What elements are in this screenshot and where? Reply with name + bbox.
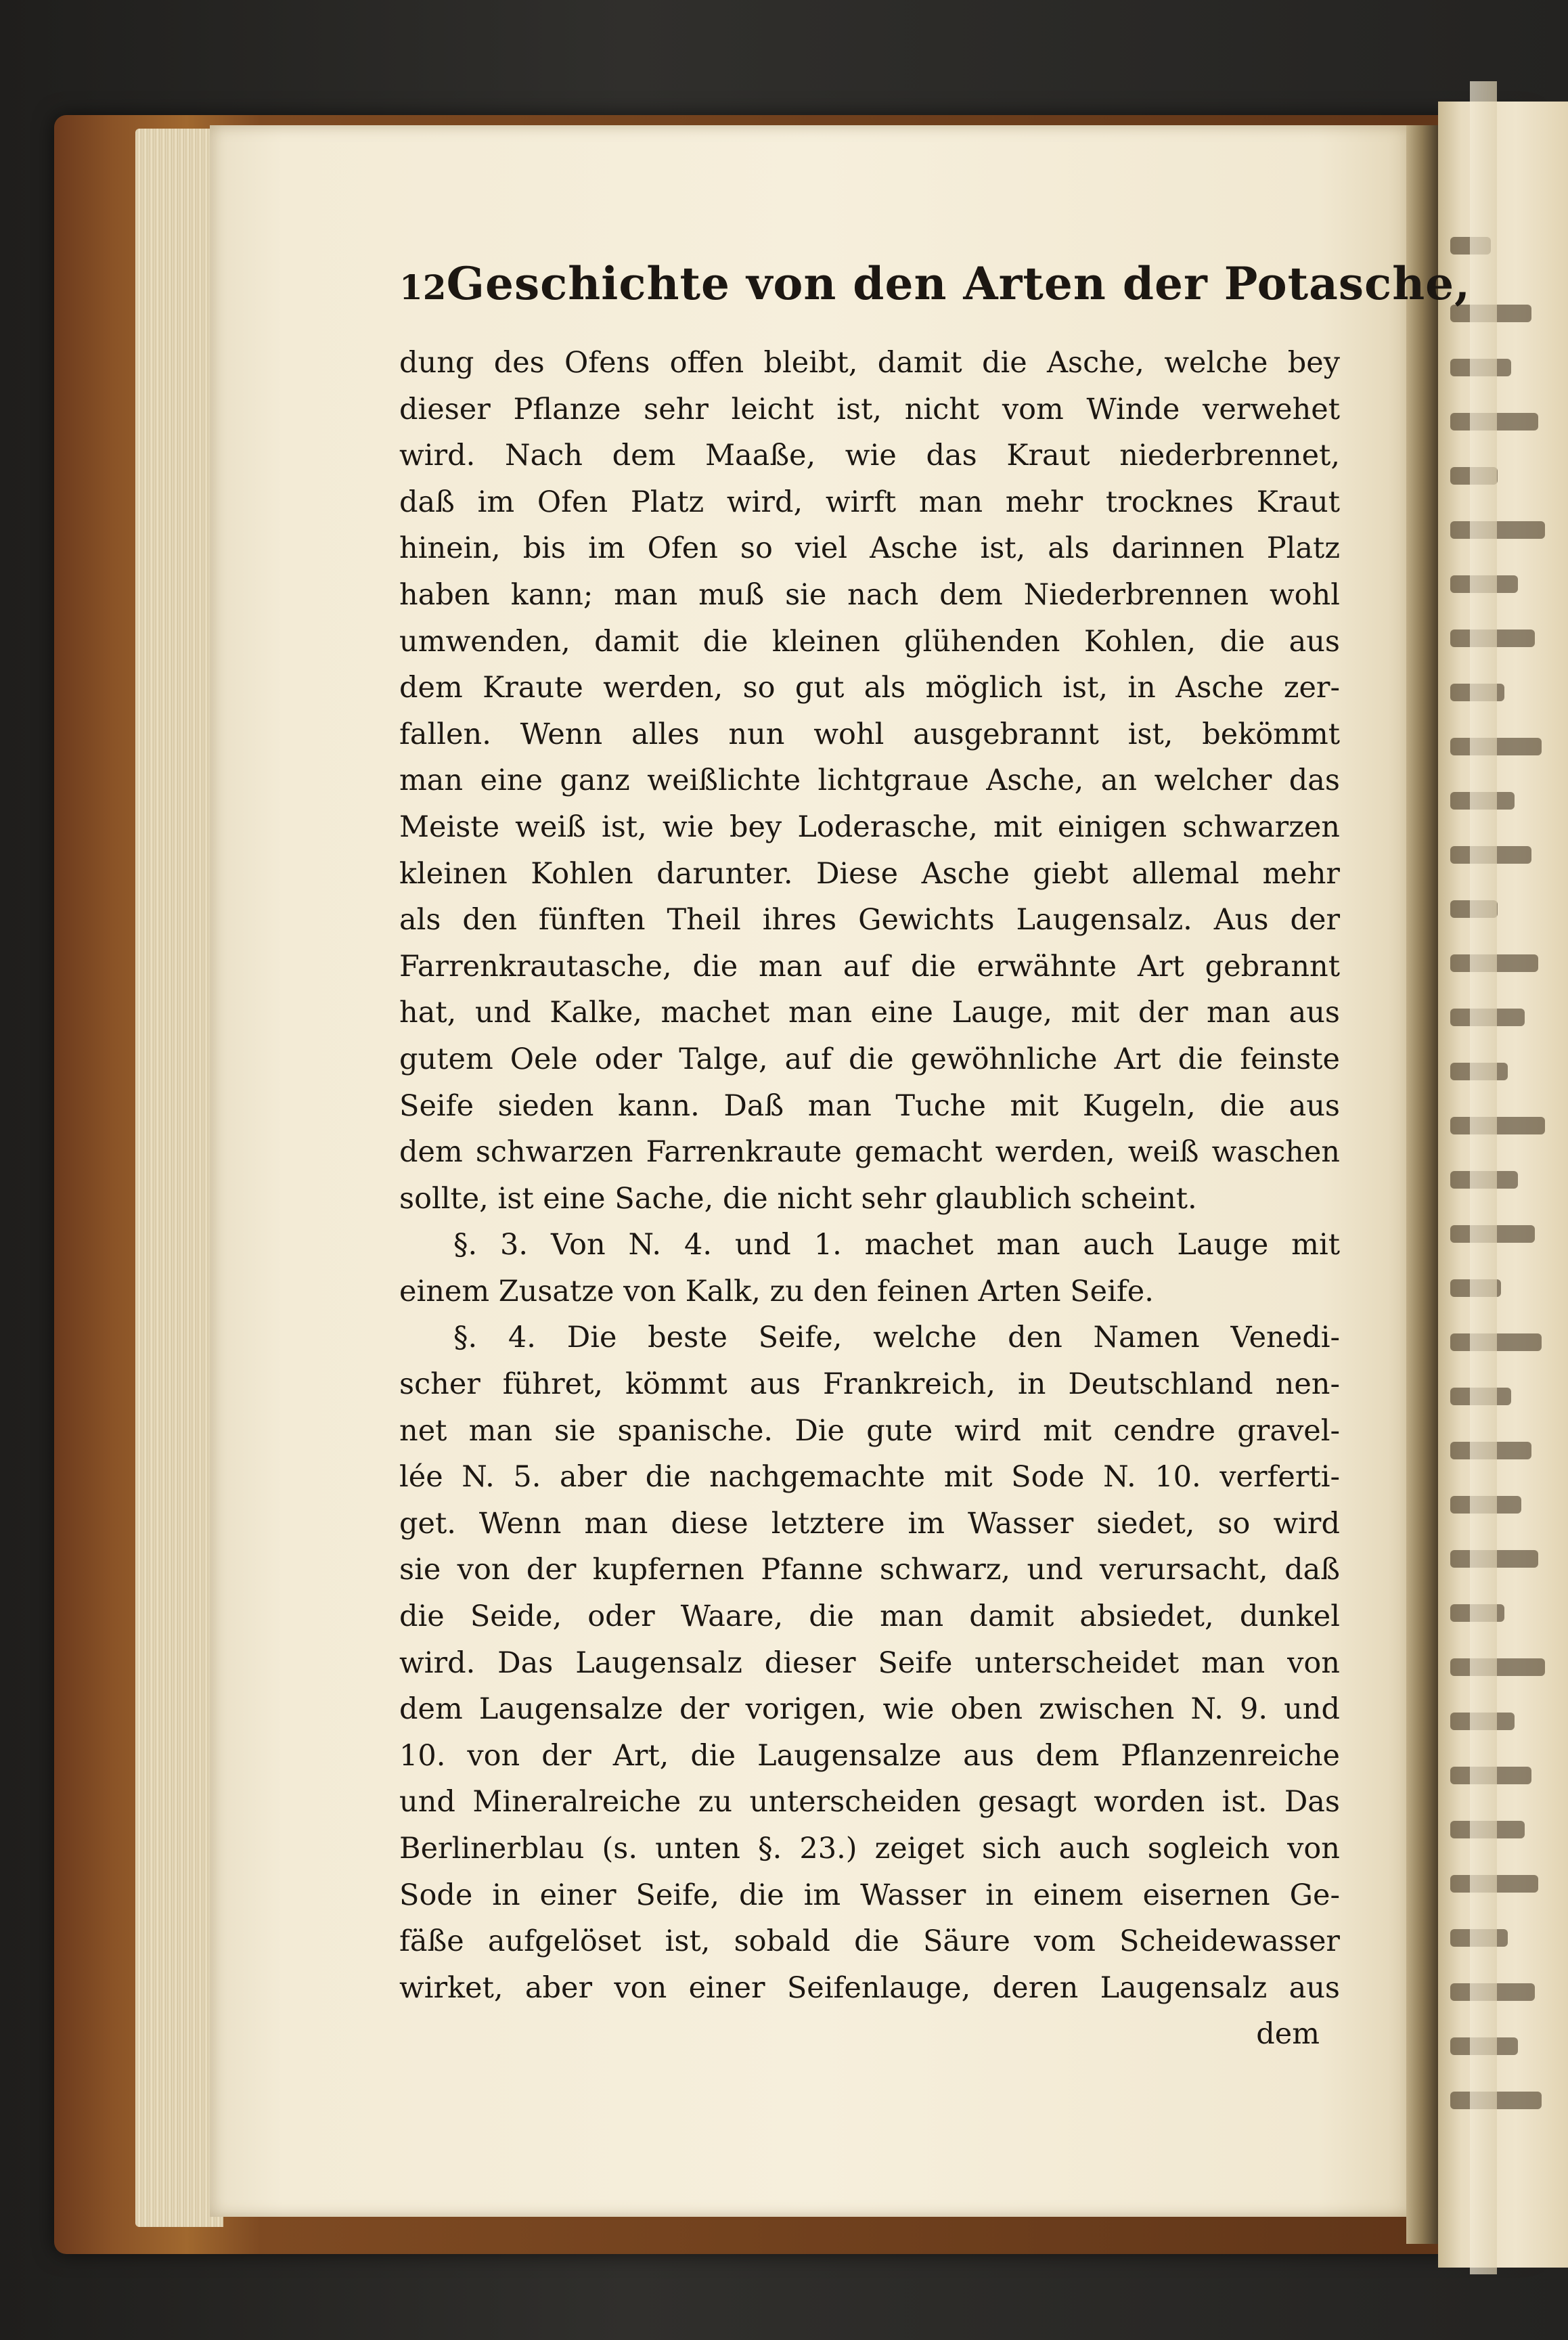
text-line: §. 3. Von N. 4. und 1. machet man auch Lauge mit: [453, 1228, 1340, 1262]
text-line: Seife sieden kann. Daß man Tuche mit Kugeln, die aus: [399, 1088, 1340, 1123]
text-line: Meiste weiß ist, wie bey Loderasche, mit einigen schwarzen: [399, 810, 1340, 844]
text-line: daß im Ofen Platz wird, wirft man mehr trocknes Kraut: [399, 485, 1340, 519]
text-line: scher führet, kömmt aus Frankreich, in Deutschland nen-: [399, 1367, 1340, 1402]
text-line: dieser Pflanze sehr leicht ist, nicht vom Winde verwehet: [399, 392, 1340, 426]
text-line: hinein, bis im Ofen so viel Asche ist, als darinnen Platz: [399, 531, 1340, 566]
book-gutter: [1406, 125, 1441, 2244]
text-line: wird. Nach dem Maaße, wie das Kraut niederbrennet,: [399, 439, 1340, 473]
text-line: gutem Oele oder Talge, auf die gewöhnliche Art die feinste: [399, 1042, 1340, 1076]
text-line: und Mineralreiche zu unterscheiden gesagt worden ist. Das: [399, 1785, 1340, 1819]
text-line: dem schwarzen Farrenkraute gemacht werden, weiß waschen: [399, 1135, 1340, 1170]
text-line: fallen. Wenn alles nun wohl ausgebrannt ist, bekömmt: [399, 717, 1340, 751]
text-line: die Seide, oder Waare, die man damit absiedet, dunkel: [399, 1599, 1340, 1634]
text-line: dem Kraute werden, so gut als möglich ist, in Asche zer-: [399, 671, 1340, 705]
text-line: dem Laugensalze der vorigen, wie oben zwischen N. 9. und: [399, 1692, 1340, 1727]
text-line: net man sie spanische. Die gute wird mit cendre gravel-: [399, 1413, 1340, 1448]
running-title: Geschichte von den Arten der Potasche,: [446, 257, 1471, 310]
text-line: 10. von der Art, die Laugensalze aus dem Pflanzenreiche: [399, 1738, 1340, 1773]
text-line: Sode in einer Seife, die im Wasser in einem eisernen Ge-: [399, 1878, 1340, 1912]
facing-page-edge: [1438, 102, 1568, 2268]
body-text: [399, 340, 1340, 2011]
text-line: wirket, aber von einer Seifenlauge, deren Laugensalz aus: [399, 1970, 1340, 2005]
text-line: get. Wenn man diese letztere im Wasser siedet, so wird: [399, 1506, 1340, 1541]
text-line: wird. Das Laugensalz dieser Seife unterscheidet man von: [399, 1646, 1340, 1680]
text-line: lée N. 5. aber die nachgemachte mit Sode N. 10. verferti-: [399, 1460, 1340, 1495]
text-line: kleinen Kohlen darunter. Diese Asche giebt allemal mehr: [399, 856, 1340, 891]
text-line: einem Zusatze von Kalk, zu den feinen Arten Seife.: [399, 1274, 1154, 1308]
text-line: haben kann; man muß sie nach dem Niederbrennen wohl: [399, 577, 1340, 612]
text-line: sollte, ist eine Sache, die nicht sehr glaublich scheint.: [399, 1181, 1197, 1216]
page-number: 12: [399, 267, 447, 307]
page-spine-highlight: [1470, 81, 1497, 2274]
text-line: Berlinerblau (s. unten §. 23.) zeiget sich auch sogleich von: [399, 1832, 1340, 1866]
text-line: hat, und Kalke, machet man eine Lauge, mit der man aus: [399, 996, 1340, 1030]
text-line: man eine ganz weißlichte lichtgraue Asche, an welcher das: [399, 764, 1340, 798]
text-line: dung des Ofens offen bleibt, damit die Asche, welche bey: [399, 346, 1340, 380]
catchword: dem: [1256, 2017, 1320, 2052]
text-line: Farrenkrautasche, die man auf die erwähnte Art gebrannt: [399, 949, 1340, 984]
text-block: [399, 257, 1471, 2058]
text-line: als den fünften Theil ihres Gewichts Laugensalz. Aus der: [399, 903, 1340, 937]
text-line: sie von der kupfernen Pfanne schwarz, und verursacht, daß: [399, 1553, 1340, 1587]
text-line: umwenden, damit die kleinen glühenden Kohlen, die aus: [399, 624, 1340, 659]
page-header: [399, 257, 1471, 325]
text-line: fäße aufgelöset ist, sobald die Säure vom Scheidewasser: [399, 1924, 1340, 1959]
text-line: §. 4. Die beste Seife, welche den Namen Venedi-: [453, 1321, 1340, 1355]
